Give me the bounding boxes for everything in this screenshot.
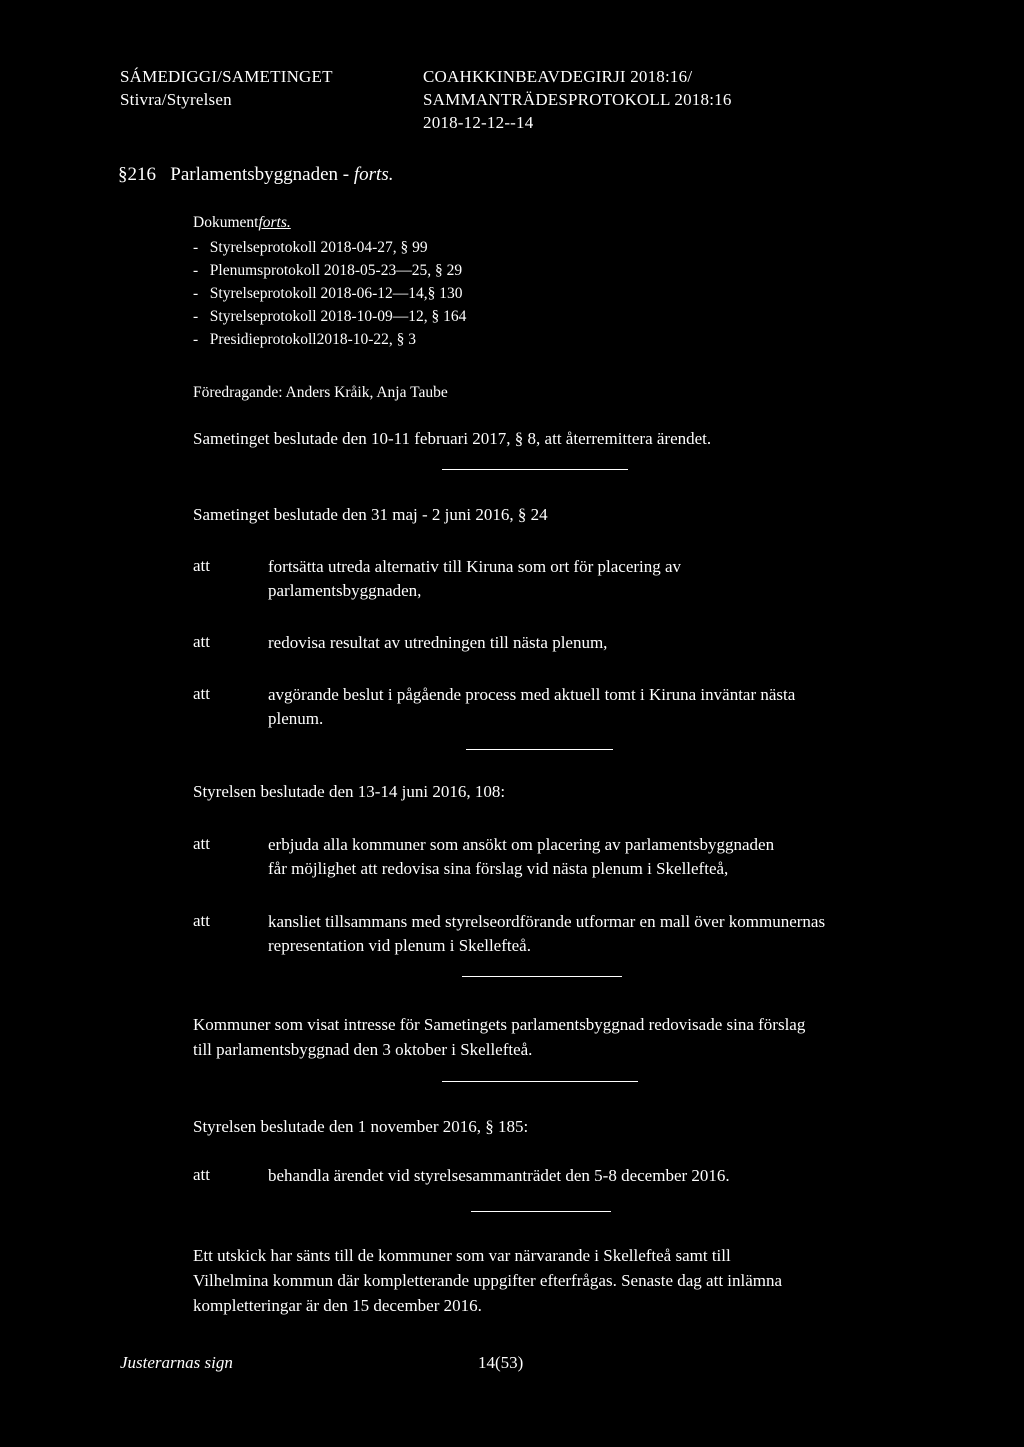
paragraph-municipalities: Kommuner som visat intresse för Sametingets parlamentsbyggnad redovisade sina förslag till parlamentsbyggnad den 3 oktober i Skellefteå.: [193, 1015, 806, 1059]
list-item: - Styrelseprotokoll 2018-04-27, § 99: [193, 239, 428, 256]
list-item: - Plenumsprotokoll 2018-05-23—25, § 29: [193, 262, 463, 279]
decision-item: behandla ärendet vid styrelsesammanträdet den 5-8 december 2016.: [268, 1166, 730, 1185]
divider: [471, 1211, 611, 1212]
divider: [466, 749, 613, 750]
divider: [442, 1081, 638, 1082]
att-label: att: [193, 834, 210, 853]
decision-item: redovisa resultat av utredningen till nästa plenum,: [268, 633, 608, 652]
divider: [442, 469, 628, 470]
decision-item: kansliet tillsammans med styrelseordförande utformar en mall över kommunernas representation vid plenum i Skellefteå.: [268, 912, 826, 955]
att-label: att: [193, 556, 210, 575]
att-label: att: [193, 684, 210, 703]
doc-title-swedish: SAMMANTRÄDESPROTOKOLL 2018:16: [423, 90, 732, 109]
paragraph-board-decision-june: Styrelsen beslutade den 13-14 juni 2016, 108:: [193, 782, 506, 801]
paragraph-remand: Sametinget beslutade den 10-11 februari 2017, § 8, att återremittera ärendet.: [193, 429, 712, 448]
section-symbol: §: [118, 164, 128, 185]
documents-label: Dokumentforts.: [193, 214, 291, 231]
section-title-suffix: forts.: [353, 164, 394, 185]
paragraph-mailing: Ett utskick har sänts till de kommuner som var närvarande i Skellefteå samt till Vilhelmina kommun där kompletterande uppgifter efterfrågas. Senaste dag att inlämna kompletteringar är den 15 december 2016.: [193, 1246, 783, 1315]
org-unit: Stivra/Styrelsen: [120, 90, 232, 109]
decision-item: fortsätta utreda alternativ till Kiruna som ort för placering av parlamentsbyggnaden,: [268, 557, 682, 600]
att-label: att: [193, 1165, 210, 1184]
signature-label: Justerarnas sign: [120, 1353, 233, 1372]
list-item: - Styrelseprotokoll 2018-10-09—12, § 164: [193, 308, 467, 325]
section-number: 216: [127, 164, 156, 185]
page-number: 14(53): [478, 1353, 524, 1372]
section-heading: [118, 164, 393, 186]
org-name: SÁMEDIGGI/SAMETINGET: [120, 67, 333, 86]
att-label: att: [193, 632, 210, 651]
att-label: att: [193, 911, 210, 930]
list-item: - Styrelseprotokoll 2018-06-12—14,§ 130: [193, 285, 463, 302]
decision-item: erbjuda alla kommuner som ansökt om placering av parlamentsbyggnaden får möjlighet att redovisa sina förslag vid nästa plenum i Skellefteå,: [268, 835, 775, 878]
documents-list: [193, 236, 466, 351]
list-item: - Presidieprotokoll2018-10-22, § 3: [193, 331, 417, 348]
doc-title-sami: COAHKKINBEAVDEGIRJI 2018:16/: [423, 67, 693, 86]
divider: [462, 976, 622, 977]
paragraph-plenum-decision: Sametinget beslutade den 31 maj - 2 juni 2016, § 24: [193, 505, 548, 524]
section-title: Parlamentsbyggnaden -: [170, 164, 350, 185]
decision-item: avgörande beslut i pågående process med aktuell tomt i Kiruna inväntar nästa plenum.: [268, 685, 796, 728]
doc-date: 2018-12-12--14: [423, 113, 534, 132]
paragraph-board-decision-november: Styrelsen beslutade den 1 november 2016, § 185:: [193, 1117, 529, 1136]
presenters: Föredragande: Anders Kråik, Anja Taube: [193, 384, 448, 401]
